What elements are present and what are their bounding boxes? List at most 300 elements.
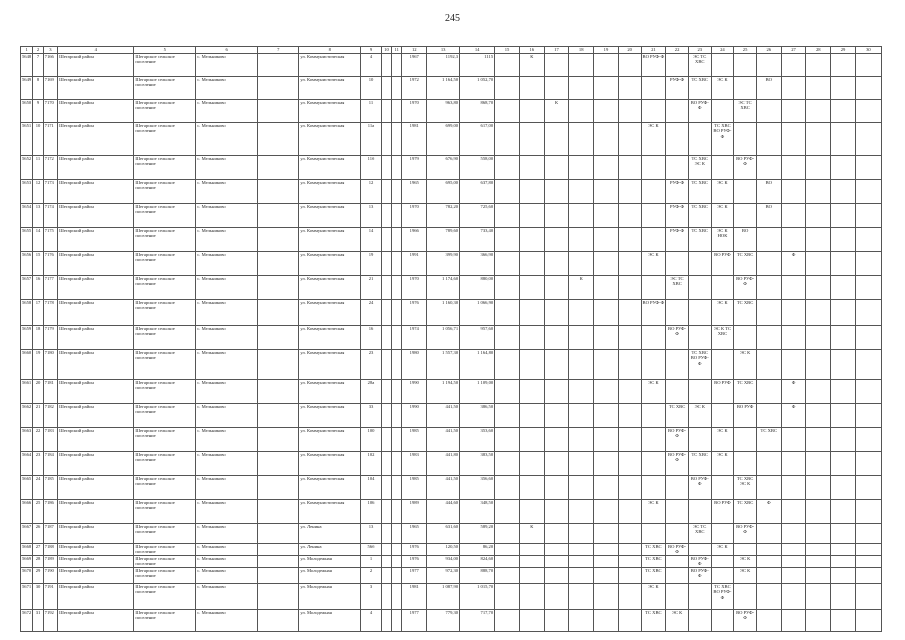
table-cell bbox=[519, 77, 544, 100]
table-cell bbox=[381, 544, 391, 556]
table-cell bbox=[519, 100, 544, 123]
table-cell: 5652 bbox=[21, 156, 33, 180]
table-cell: 1 052,70 bbox=[460, 77, 495, 100]
table-cell: Шегарское сельское поселение bbox=[134, 326, 196, 350]
table-cell: Шегарский район bbox=[58, 326, 134, 350]
table-cell bbox=[569, 300, 594, 326]
table-cell bbox=[618, 156, 641, 180]
table-cell: 18 bbox=[33, 326, 43, 350]
table-cell bbox=[594, 156, 619, 180]
table-cell bbox=[666, 123, 689, 156]
table-cell: Шегарский район bbox=[58, 380, 134, 404]
table-cell: ул. Коммунистическая bbox=[299, 77, 361, 100]
table-cell bbox=[392, 584, 402, 610]
table-cell: с. Мельниково bbox=[196, 476, 258, 500]
table-cell bbox=[258, 204, 299, 228]
table-cell: 5654 bbox=[21, 204, 33, 228]
table-cell bbox=[781, 54, 806, 77]
table-cell bbox=[855, 228, 881, 252]
table-cell bbox=[806, 544, 831, 556]
table-cell: ВО РУФ-Ф bbox=[688, 556, 711, 568]
table-row bbox=[21, 568, 882, 584]
table-cell: Шегарское сельское поселение bbox=[134, 156, 196, 180]
table-cell bbox=[855, 380, 881, 404]
table-cell: 9 bbox=[33, 100, 43, 123]
table-cell: Ф bbox=[781, 404, 806, 428]
table-cell bbox=[544, 544, 569, 556]
table-cell bbox=[495, 350, 520, 380]
table-cell bbox=[666, 54, 689, 77]
table-cell: 25 bbox=[33, 500, 43, 524]
table-cell bbox=[711, 568, 734, 584]
column-header: 28 bbox=[806, 47, 831, 54]
table-cell: 33 bbox=[361, 404, 382, 428]
table-cell: 7191 bbox=[43, 584, 57, 610]
table-cell bbox=[855, 568, 881, 584]
table-cell: 5672 bbox=[21, 610, 33, 632]
table-cell bbox=[381, 326, 391, 350]
table-cell: 106 bbox=[361, 500, 382, 524]
table-cell: ЭС К bbox=[641, 380, 666, 404]
table-cell: ЭС К bbox=[711, 428, 734, 452]
table-cell bbox=[258, 476, 299, 500]
column-header: 11 bbox=[392, 47, 402, 54]
table-cell bbox=[569, 556, 594, 568]
table-cell: 104 bbox=[361, 476, 382, 500]
table-cell bbox=[781, 350, 806, 380]
table-cell bbox=[594, 276, 619, 300]
table-cell bbox=[756, 610, 781, 632]
table-cell: 5670 bbox=[21, 568, 33, 584]
table-cell bbox=[806, 300, 831, 326]
table-header-row bbox=[21, 47, 882, 54]
table-cell: ВО РУФ-Ф bbox=[666, 544, 689, 556]
table-cell bbox=[495, 180, 520, 204]
table-cell: 5650 bbox=[21, 100, 33, 123]
table-cell bbox=[756, 452, 781, 476]
table-cell: 1970 bbox=[402, 276, 427, 300]
table-row bbox=[21, 556, 882, 568]
table-cell bbox=[806, 156, 831, 180]
table-cell bbox=[495, 404, 520, 428]
table-cell: 356,60 bbox=[460, 476, 495, 500]
table-cell: ТС ХВС bbox=[641, 568, 666, 584]
table-cell: 1970 bbox=[402, 100, 427, 123]
table-cell bbox=[781, 556, 806, 568]
table-cell: ТС ХВС ВО РУФ-Ф bbox=[711, 584, 734, 610]
table-cell: ул. Коммунистическая bbox=[299, 54, 361, 77]
table-cell: с. Мельниково bbox=[196, 610, 258, 632]
table-cell bbox=[594, 610, 619, 632]
table-cell: 7180 bbox=[43, 350, 57, 380]
table-cell bbox=[594, 404, 619, 428]
table-cell bbox=[831, 428, 856, 452]
table-cell bbox=[544, 476, 569, 500]
column-header: 8 bbox=[299, 47, 361, 54]
table-cell: 2 bbox=[361, 568, 382, 584]
table-cell bbox=[855, 180, 881, 204]
table-cell bbox=[569, 77, 594, 100]
table-cell bbox=[594, 77, 619, 100]
table-cell: Шегарский район bbox=[58, 568, 134, 584]
table-cell bbox=[756, 156, 781, 180]
table-cell bbox=[569, 610, 594, 632]
table-row bbox=[21, 584, 882, 610]
table-cell: 637,80 bbox=[460, 180, 495, 204]
column-header: 29 bbox=[831, 47, 856, 54]
table-cell: 782,20 bbox=[427, 204, 460, 228]
table-cell: 5661 bbox=[21, 380, 33, 404]
table-cell bbox=[618, 544, 641, 556]
table-cell bbox=[495, 476, 520, 500]
table-cell bbox=[519, 180, 544, 204]
table-cell: с. Мельниково bbox=[196, 326, 258, 350]
table-cell bbox=[618, 380, 641, 404]
table-cell: 348,50 bbox=[460, 500, 495, 524]
table-cell: 1985 bbox=[402, 428, 427, 452]
table-cell: ул. Ленина bbox=[299, 524, 361, 544]
table-cell: 1990 bbox=[402, 380, 427, 404]
table-cell bbox=[381, 452, 391, 476]
table-cell bbox=[688, 610, 711, 632]
table-cell: Шегарский район bbox=[58, 544, 134, 556]
table-cell bbox=[734, 544, 757, 556]
table-cell bbox=[666, 500, 689, 524]
table-cell bbox=[711, 156, 734, 180]
table-cell: 676,90 bbox=[427, 156, 460, 180]
table-cell: 15 bbox=[33, 252, 43, 276]
table-cell bbox=[831, 476, 856, 500]
table-row bbox=[21, 156, 882, 180]
table-cell: 5651 bbox=[21, 123, 33, 156]
table-cell bbox=[618, 228, 641, 252]
table-cell bbox=[666, 300, 689, 326]
table-cell bbox=[392, 54, 402, 77]
table-cell: Шегарское сельское поселение bbox=[134, 544, 196, 556]
table-cell bbox=[258, 524, 299, 544]
table-cell: 366,90 bbox=[460, 252, 495, 276]
table-cell bbox=[392, 350, 402, 380]
table-cell bbox=[618, 252, 641, 276]
table-cell bbox=[855, 100, 881, 123]
table-cell bbox=[495, 568, 520, 584]
table-cell bbox=[495, 610, 520, 632]
table-cell: с. Мельниково bbox=[196, 180, 258, 204]
table-cell bbox=[831, 204, 856, 228]
table-cell: 1 194,50 bbox=[427, 380, 460, 404]
table-cell: Шегарское сельское поселение bbox=[134, 452, 196, 476]
table-cell: Шегарский район bbox=[58, 350, 134, 380]
table-cell bbox=[258, 54, 299, 77]
table-cell bbox=[831, 100, 856, 123]
table-cell: ул. Коммунистическая bbox=[299, 476, 361, 500]
table-cell: с. Мельниково bbox=[196, 252, 258, 276]
table-cell: ТС ХВС bbox=[688, 204, 711, 228]
table-cell: 5664 bbox=[21, 452, 33, 476]
table-cell bbox=[855, 556, 881, 568]
table-cell: с. Мельниково bbox=[196, 380, 258, 404]
table-cell: 11б bbox=[361, 156, 382, 180]
table-cell: 444,60 bbox=[427, 500, 460, 524]
table-cell bbox=[495, 123, 520, 156]
table-cell: 1972 bbox=[402, 77, 427, 100]
table-cell bbox=[641, 326, 666, 350]
table-cell: ТС ХВС bbox=[688, 228, 711, 252]
table-cell: ВО РУФ-Ф bbox=[641, 54, 666, 77]
table-cell bbox=[806, 204, 831, 228]
table-cell: 441,80 bbox=[427, 452, 460, 476]
table-cell: Шегарское сельское поселение bbox=[134, 123, 196, 156]
table-cell: ул. Коммунистическая bbox=[299, 428, 361, 452]
table-cell bbox=[392, 380, 402, 404]
table-cell bbox=[806, 404, 831, 428]
table-cell bbox=[688, 584, 711, 610]
table-cell: 5659 bbox=[21, 326, 33, 350]
table-cell: 5648 bbox=[21, 54, 33, 77]
table-row bbox=[21, 380, 882, 404]
table-cell bbox=[618, 77, 641, 100]
table-cell bbox=[618, 350, 641, 380]
table-cell: ВО РУФ-Ф bbox=[688, 100, 711, 123]
table-cell: Шегарское сельское поселение bbox=[134, 228, 196, 252]
table-cell bbox=[855, 524, 881, 544]
column-header: 21 bbox=[641, 47, 666, 54]
column-header: 26 bbox=[756, 47, 781, 54]
table-cell bbox=[618, 300, 641, 326]
table-cell: Шегарское сельское поселение bbox=[134, 276, 196, 300]
table-cell: 1 087,90 bbox=[427, 584, 460, 610]
table-cell: К bbox=[519, 54, 544, 77]
table-cell: ТС ХВС ЭС К bbox=[734, 476, 757, 500]
table-cell: ВО РУФ-Ф bbox=[641, 300, 666, 326]
table-cell bbox=[381, 350, 391, 380]
table-cell bbox=[392, 568, 402, 584]
table-cell: 888,70 bbox=[460, 568, 495, 584]
table-cell bbox=[855, 428, 881, 452]
table-cell: 1 109,00 bbox=[460, 380, 495, 404]
table-cell bbox=[495, 544, 520, 556]
table-cell: Шегарский район bbox=[58, 77, 134, 100]
table-cell bbox=[666, 156, 689, 180]
table-cell: 10 bbox=[361, 77, 382, 100]
table-cell: ТС ХВС bbox=[641, 610, 666, 632]
table-cell: ЭС К bbox=[711, 452, 734, 476]
table-cell bbox=[594, 524, 619, 544]
table-cell: с. Мельниково bbox=[196, 404, 258, 428]
table-cell: ВО РУФ bbox=[711, 380, 734, 404]
table-row bbox=[21, 476, 882, 500]
table-cell: 1 557,30 bbox=[427, 350, 460, 380]
table-cell bbox=[855, 544, 881, 556]
table-cell bbox=[688, 380, 711, 404]
table-cell bbox=[495, 77, 520, 100]
table-cell: 8 bbox=[33, 77, 43, 100]
table-cell bbox=[569, 156, 594, 180]
table-cell bbox=[594, 500, 619, 524]
table-cell: Шегарский район bbox=[58, 584, 134, 610]
table-cell bbox=[258, 584, 299, 610]
table-cell bbox=[392, 404, 402, 428]
table-cell: 11а bbox=[361, 123, 382, 156]
table-cell bbox=[641, 350, 666, 380]
table-cell: с. Мельниково bbox=[196, 123, 258, 156]
table-cell: 29 bbox=[33, 568, 43, 584]
table-cell bbox=[392, 544, 402, 556]
table-cell bbox=[756, 350, 781, 380]
table-cell bbox=[806, 556, 831, 568]
table-cell bbox=[688, 300, 711, 326]
table-cell bbox=[381, 524, 391, 544]
table-cell: 1981 bbox=[402, 123, 427, 156]
table-cell: ВО РУФ-Ф bbox=[666, 428, 689, 452]
table-cell bbox=[618, 584, 641, 610]
table-cell bbox=[806, 326, 831, 350]
table-cell bbox=[641, 77, 666, 100]
table-cell bbox=[618, 524, 641, 544]
table-cell: 12 bbox=[361, 180, 382, 204]
table-cell: 7189 bbox=[43, 556, 57, 568]
table-cell bbox=[258, 180, 299, 204]
page-number: 245 bbox=[445, 13, 460, 24]
table-cell: с. Мельниково bbox=[196, 556, 258, 568]
table-cell bbox=[392, 228, 402, 252]
table-cell bbox=[594, 300, 619, 326]
table-cell bbox=[641, 180, 666, 204]
table-cell: ул. Коммунистическая bbox=[299, 156, 361, 180]
table-cell: 31 bbox=[33, 610, 43, 632]
table-cell: 7170 bbox=[43, 100, 57, 123]
column-header: 17 bbox=[544, 47, 569, 54]
table-cell: 880,00 bbox=[460, 276, 495, 300]
table-row bbox=[21, 276, 882, 300]
table-cell: ТС ХВС bbox=[666, 404, 689, 428]
table-cell bbox=[781, 452, 806, 476]
table-cell: Шегарское сельское поселение bbox=[134, 252, 196, 276]
table-cell bbox=[519, 428, 544, 452]
table-cell: 7186 bbox=[43, 500, 57, 524]
table-cell bbox=[855, 350, 881, 380]
table-cell: ул. Молодежная bbox=[299, 610, 361, 632]
table-cell bbox=[544, 610, 569, 632]
table-cell: 1115 bbox=[460, 54, 495, 77]
table-cell: ВО РУФ-Ф bbox=[734, 524, 757, 544]
table-cell bbox=[495, 252, 520, 276]
table-cell bbox=[519, 326, 544, 350]
table-cell bbox=[544, 452, 569, 476]
table-cell bbox=[641, 228, 666, 252]
table-cell bbox=[495, 300, 520, 326]
table-cell bbox=[618, 276, 641, 300]
table-cell bbox=[381, 180, 391, 204]
table-cell bbox=[544, 54, 569, 77]
table-cell bbox=[756, 556, 781, 568]
table-cell bbox=[734, 428, 757, 452]
table-cell: ТС ХВС ВО РУФ-Ф bbox=[711, 123, 734, 156]
table-cell: ул. Молодежная bbox=[299, 556, 361, 568]
table-cell bbox=[711, 404, 734, 428]
table-cell: 1 066,90 bbox=[460, 300, 495, 326]
table-cell: 12 bbox=[33, 180, 43, 204]
table-cell bbox=[392, 77, 402, 100]
column-header: 15 bbox=[495, 47, 520, 54]
table-cell bbox=[806, 584, 831, 610]
table-cell: ЭС К bbox=[734, 350, 757, 380]
table-cell bbox=[392, 326, 402, 350]
table-cell: РУФ-Ф bbox=[666, 204, 689, 228]
table-cell bbox=[666, 476, 689, 500]
table-cell bbox=[569, 380, 594, 404]
table-cell bbox=[618, 568, 641, 584]
table-cell bbox=[618, 428, 641, 452]
table-cell: ТС ХВС bbox=[688, 452, 711, 476]
table-cell: ул. Коммунистическая bbox=[299, 326, 361, 350]
table-cell bbox=[734, 452, 757, 476]
table-cell bbox=[855, 326, 881, 350]
table-cell: 11 bbox=[33, 156, 43, 180]
table-cell: 7181 bbox=[43, 380, 57, 404]
table-cell bbox=[855, 204, 881, 228]
table-cell bbox=[688, 428, 711, 452]
table-cell bbox=[831, 544, 856, 556]
table-cell: 23 bbox=[361, 350, 382, 380]
table-cell: 5657 bbox=[21, 276, 33, 300]
table-cell: 7184 bbox=[43, 452, 57, 476]
table-cell bbox=[855, 584, 881, 610]
table-cell: ЭС К bbox=[711, 77, 734, 100]
table-cell bbox=[258, 428, 299, 452]
table-cell bbox=[258, 77, 299, 100]
table-row bbox=[21, 544, 882, 556]
table-cell bbox=[734, 77, 757, 100]
table-cell bbox=[519, 584, 544, 610]
table-cell bbox=[641, 156, 666, 180]
table-cell bbox=[258, 452, 299, 476]
table-cell: Шегарский район bbox=[58, 204, 134, 228]
table-cell bbox=[711, 476, 734, 500]
table-cell: с. Мельниково bbox=[196, 156, 258, 180]
table-cell: 957,60 bbox=[460, 326, 495, 350]
table-cell: 1977 bbox=[402, 610, 427, 632]
table-cell bbox=[381, 54, 391, 77]
table-cell bbox=[544, 77, 569, 100]
table-cell: 10 bbox=[33, 123, 43, 156]
table-cell: 558,00 bbox=[460, 156, 495, 180]
table-cell bbox=[855, 404, 881, 428]
table-cell: с. Мельниково bbox=[196, 100, 258, 123]
table-cell: с. Мельниково bbox=[196, 428, 258, 452]
table-row bbox=[21, 404, 882, 428]
table-cell bbox=[781, 276, 806, 300]
table-cell: 19 bbox=[361, 252, 382, 276]
table-cell bbox=[381, 568, 391, 584]
table-cell bbox=[495, 228, 520, 252]
table-cell: 1966 bbox=[402, 228, 427, 252]
table-cell bbox=[519, 276, 544, 300]
table-cell bbox=[569, 544, 594, 556]
table-cell bbox=[544, 556, 569, 568]
table-cell: 22 bbox=[33, 428, 43, 452]
table-cell bbox=[594, 428, 619, 452]
column-header: 4 bbox=[58, 47, 134, 54]
table-cell bbox=[258, 326, 299, 350]
table-cell: 13 bbox=[361, 204, 382, 228]
table-cell: 1967 bbox=[402, 54, 427, 77]
table-cell bbox=[594, 100, 619, 123]
table-cell: Шегарский район bbox=[58, 54, 134, 77]
table-cell: ул. Коммунистическая bbox=[299, 500, 361, 524]
table-cell: РУФ-Ф bbox=[666, 180, 689, 204]
table-cell: Шегарский район bbox=[58, 404, 134, 428]
